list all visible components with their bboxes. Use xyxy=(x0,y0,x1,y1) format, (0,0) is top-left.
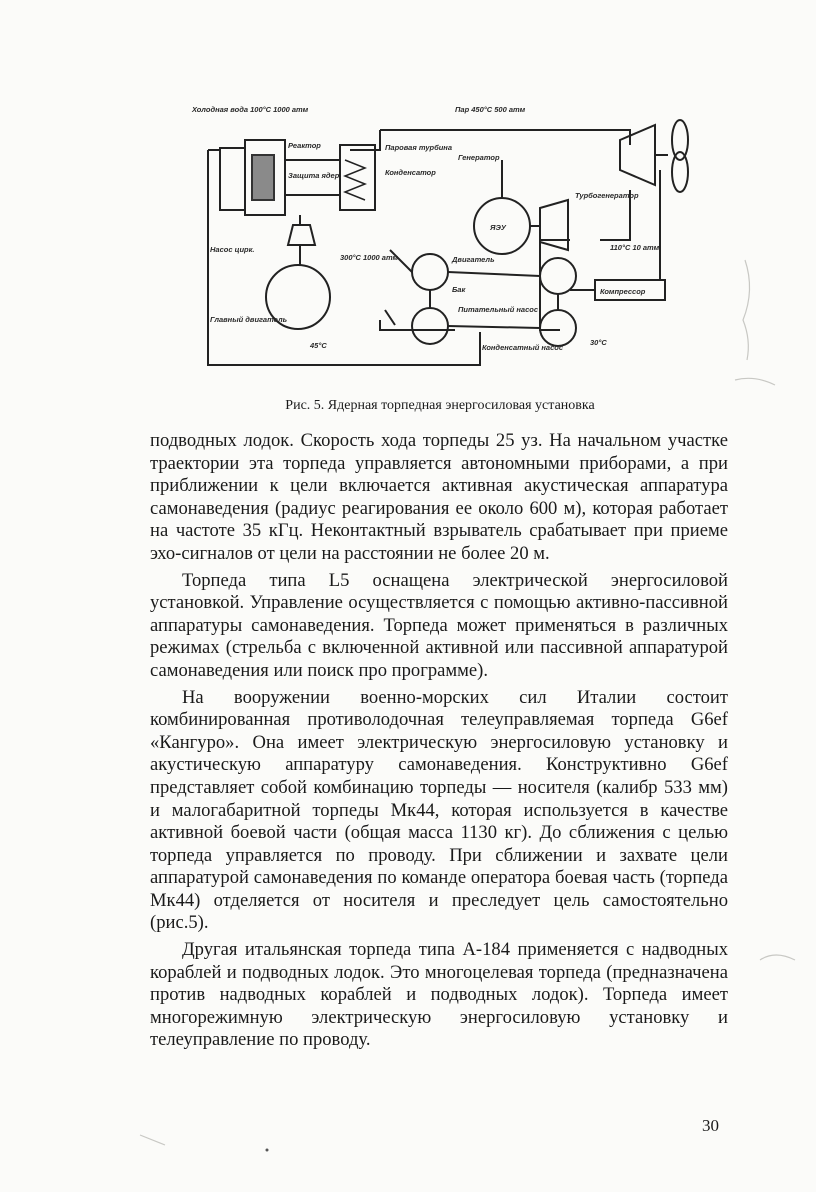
label-condensate-pump: Конденсатный насос xyxy=(482,343,564,352)
label-tank: Бак xyxy=(452,285,466,294)
label-cold-water: Холодная вода 100°С 1000 атм xyxy=(192,105,309,114)
pencil-mark-3 xyxy=(760,955,795,960)
steam-turbine xyxy=(620,125,655,185)
body-text xyxy=(150,430,728,1056)
label-main-motor: Главный двигатель xyxy=(210,315,288,324)
label-shield: Защита ядер. xyxy=(288,171,342,180)
label-temp-45: 45°С xyxy=(310,341,327,350)
circ-pump xyxy=(288,225,315,245)
label-steam-turbine: Паровая турбина xyxy=(385,143,452,152)
figure-labels xyxy=(191,105,660,352)
label-reactor-unit: ЯЭУ xyxy=(490,223,506,232)
pump-upper-left xyxy=(412,254,448,290)
pump-upper-right xyxy=(540,258,576,294)
label-generator: Генератор xyxy=(458,153,500,162)
propeller-blade-1 xyxy=(672,120,688,160)
pencil-mark-1 xyxy=(743,260,750,360)
label-temp-300: 300°С 1000 атм xyxy=(340,253,399,262)
pencil-mark-2 xyxy=(735,378,775,385)
label-motor: Двигатель xyxy=(452,255,495,264)
scan-dot xyxy=(266,1149,269,1152)
propeller-blade-2 xyxy=(672,152,688,192)
label-turbogenerator: Турбогенератор xyxy=(575,191,639,200)
heat-exchanger xyxy=(340,145,375,210)
figure-caption: Рис. 5. Ядерная торпедная энергосиловая установка xyxy=(285,398,595,413)
paragraph-3: На вооружении военно-морских сил Италии состоит комбинированная противолодочная телеуправляемая торпеда G6ef «Кангуро». Она имеет электрическую энергосиловую установку и акустическую аппаратуру самонаведения. Конструктивно G6ef представляет собой комбинацию торпеды — носителя (калибр 533 мм) и малогабаритной торпеды Мк44, которая используется в качестве активной боевой части (общая масса 1130 кг). До сближения с целью торпеда управляется по проводу. При сближении и захвате цели аппаратурой самонаведения по команде оператора боевая часть (торпеда Мк44) отделяется от носителя и преследует цель самостоятельно (рис.5). xyxy=(150,686,728,934)
label-circ-pump: Насос цирк. xyxy=(210,245,255,254)
label-steam: Пар 450°С 500 атм xyxy=(455,105,526,114)
turbogenerator xyxy=(540,200,568,250)
pump-lower-right xyxy=(540,310,576,346)
label-compressor: Компрессор xyxy=(600,287,646,296)
page-number: 30 xyxy=(702,1116,719,1135)
label-feed-pump: Питательный насос xyxy=(458,305,538,314)
label-temp-110: 110°С 10 атм xyxy=(610,243,660,252)
figure-schematic xyxy=(190,100,712,385)
schematic-diagram xyxy=(190,100,712,385)
pencil-mark-4 xyxy=(140,1135,165,1145)
label-condenser: Конденсатор xyxy=(385,168,436,177)
reactor-core xyxy=(252,155,274,200)
label-reactor: Реактор xyxy=(288,141,321,150)
label-temp-30: 30°С xyxy=(590,338,607,347)
paragraph-4: Другая итальянская торпеда типа А-184 применяется с надводных кораблей и подводных лодок. Это многоцелевая торпеда (предназначена против надводных кораблей и подводных лодок). Торпеда имеет многорежимную электрическую энергосиловую установку и телеуправление по проводу. xyxy=(150,939,728,1051)
pump-lower-left xyxy=(412,308,448,344)
paragraph-2: Торпеда типа L5 оснащена электрической энергосиловой установкой. Управление осуществляется с помощью активно-пассивной аппаратуры самонаведения. Торпеда может применяться в различных режимах (стрельба с включенной активной или пассивной аппаратурой самонаведения или поиск про программе). xyxy=(150,569,728,681)
reactor-outer xyxy=(220,148,245,210)
paragraph-1: подводных лодок. Скорость хода торпеды 25 уз. На начальном участке траектории эта торпеда управляется автономными приборами, а при приближении к цели включается активная акустическая аппаратура самонаведения (радиус реагирования ее около 600 м), которая работает на частоте 35 кГц. Неконтактный взрыватель срабатывает при приеме эхо-сигналов от цели на расстоянии не более 20 м. xyxy=(150,430,728,564)
